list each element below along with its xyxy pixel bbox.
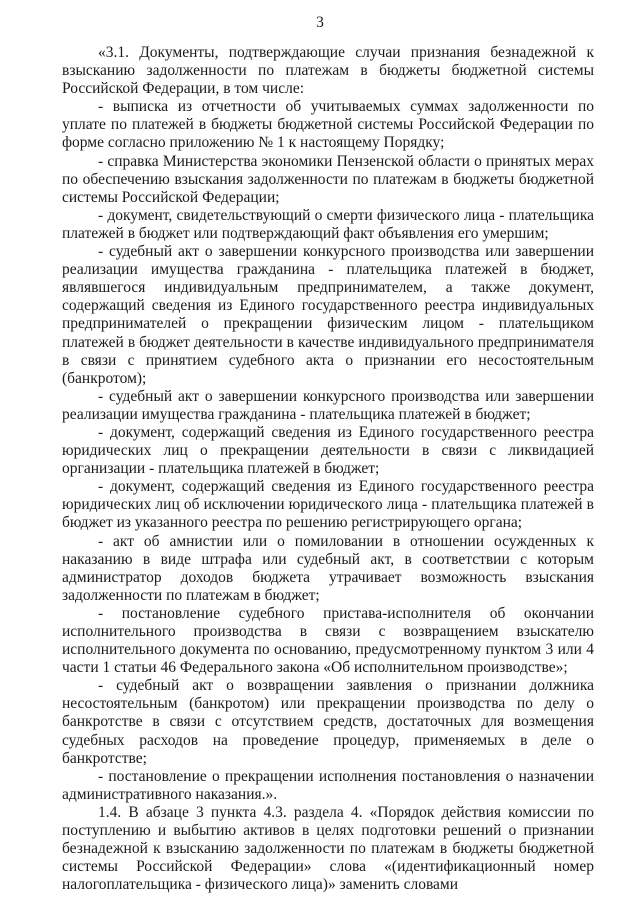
list-item-legal-entity-liquidation: - документ, содержащий сведения из Единого государственного реестра юридических лиц о прекращении деятельности в связи с ликвидацией организации - плательщика платежей в бюджет; — [62, 423, 594, 478]
list-item-debt-report-extract: - выписка из отчетности об учитываемых суммах задолженности по уплате по платежей в бюджеты бюджетной системы Российской Федерации по форме согласно приложению № 1 к настоящему Порядку; — [62, 98, 594, 152]
list-item-amnesty-act: - акт об амнистии или о помиловании в отношении осужденных к наказанию в виде штрафа или судебный акт, в соответствии с которым администратор доходов бюджета утрачивает возможность взыскания задолженности по платежам в бюджет; — [62, 532, 594, 604]
paragraph-3-1-intro: «3.1. Документы, подтверждающие случаи признания безнадежной к взысканию задолженности по платежам в бюджеты бюджетной системы Российской Федерации, в том числе: — [62, 44, 594, 98]
list-item-citizen-bankruptcy: - судебный акт о завершении конкурсного производства или завершении реализации имущества гражданина - плательщика платежей в бюджет; — [62, 387, 594, 423]
paragraph-1-4: 1.4. В абзаце 3 пункта 4.3. раздела 4. «Порядок действия комиссии по поступлению и выбытию активов в целях подготовки решений о признании безнадежной к взысканию задолженности по платежам в бюджеты бюджетной системы Российской Федерации» слова «(идентификационный номер налогоплательщика - физического лица)» заменить словами — [62, 803, 594, 894]
list-item-bankruptcy-return: - судебный акт о возвращении заявления о признании должника несостоятельным (банкротом) или прекращении производства по делу о банкротстве в связи с отсутствием средств, достаточных для возмещения судебных расходов на проведение процедур, применяемых в деле о банкротстве; — [62, 677, 594, 767]
document-body — [62, 44, 594, 894]
page-number: 3 — [316, 14, 324, 31]
list-item-ministry-certificate: - справка Министерства экономики Пензенской области о принятых мерах по обеспечению взыскания задолженности по платежам в бюджеты бюджетной системы Российской Федерации; — [62, 152, 594, 206]
list-item-bailiff-resolution: - постановление судебного пристава-исполнителя об окончании исполнительного производства в связи с возвращением взыскателю исполнительного документа по основанию, предусмотренному пунктом 3 или 4 части 1 статьи 46 Федерального закона «Об исполнительном производстве»; — [62, 604, 594, 677]
list-item-death-document: - документ, свидетельствующий о смерти физического лица - плательщика платежей в бюджет или подтверждающий факт объявления его умершим; — [62, 206, 594, 242]
list-item-entrepreneur-bankruptcy: - судебный акт о завершении конкурсного производства или завершении реализации имущества гражданина - плательщика платежей в бюджет, являвшегося индивидуальным предпринимателем, а также документ, содержащий сведения из Единого государственного реестра индивидуальных предпринимателей о прекращении физическим лицом - плательщиком платежей в бюджет деятельности в качестве индивидуального предпринимателя в связи с принятием судебного акта о признании его несостоятельным (банкротом); — [62, 243, 594, 387]
list-item-penalty-termination: - постановление о прекращении исполнения постановления о назначении административного наказания.». — [62, 767, 594, 803]
list-item-legal-entity-exclusion: - документ, содержащий сведения из Единого государственного реестра юридических лиц об исключении юридического лица - плательщика платежей в бюджет из указанного реестра по решению регистрирующего органа; — [62, 478, 594, 532]
